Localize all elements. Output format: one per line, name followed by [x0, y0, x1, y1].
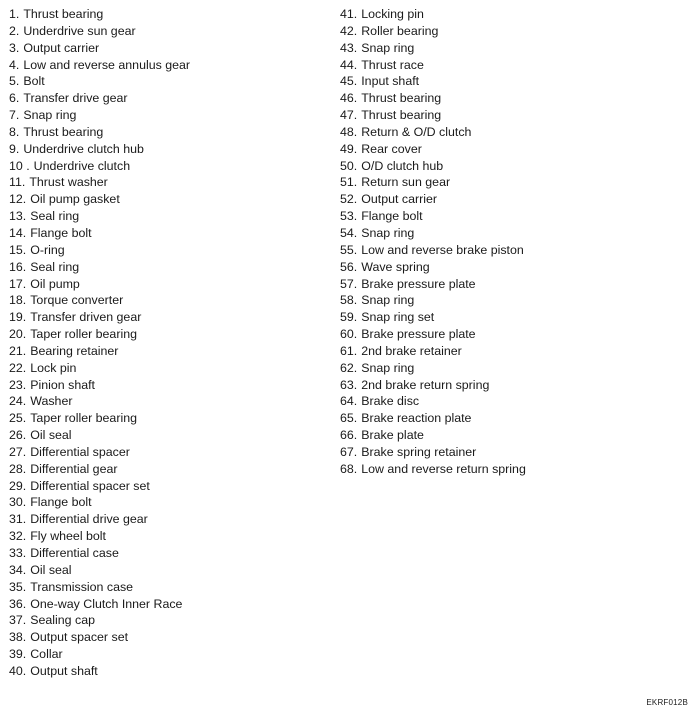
part-name: Transfer drive gear: [23, 91, 128, 106]
part-name: O/D clutch hub: [361, 158, 444, 173]
part-list-item: [9, 292, 190, 309]
part-number: 30.: [9, 495, 27, 510]
part-number: 24.: [9, 394, 27, 409]
part-name: 2nd brake retainer: [361, 343, 462, 358]
part-number: 41.: [340, 7, 358, 21]
part-list-item: [340, 158, 526, 175]
part-number: 3.: [9, 40, 20, 55]
part-list-item: [340, 360, 526, 377]
part-name: Differential gear: [30, 461, 118, 476]
part-list-item: [9, 444, 190, 461]
part-name: Snap ring: [361, 40, 415, 55]
part-name: Differential drive gear: [30, 512, 148, 527]
part-list-item: [340, 124, 526, 141]
part-name: Snap ring: [361, 225, 415, 240]
part-name: Rear cover: [361, 141, 422, 156]
part-number: 4.: [9, 57, 20, 72]
part-list-item: [340, 276, 526, 293]
part-list-item: [9, 276, 190, 293]
part-name: Flange bolt: [30, 225, 92, 240]
part-list-item: [340, 292, 526, 309]
part-name: Washer: [30, 394, 73, 409]
part-list-item: [340, 6, 526, 23]
part-list-item: [9, 478, 190, 495]
part-name: Oil seal: [30, 428, 72, 443]
part-number: 60.: [340, 327, 358, 342]
part-name: Transfer driven gear: [30, 310, 142, 325]
part-name: Taper roller bearing: [30, 411, 137, 426]
part-list-item: [9, 629, 190, 646]
part-list-item: [340, 242, 526, 259]
part-list-item: [9, 309, 190, 326]
part-number: 11.: [9, 175, 26, 190]
parts-list-right-column: [340, 6, 526, 478]
part-list-item: [9, 326, 190, 343]
part-number: 28.: [9, 461, 27, 476]
part-name: Differential spacer: [30, 444, 130, 459]
part-list-item: [340, 259, 526, 276]
part-name: One-way Clutch Inner Race: [30, 596, 183, 611]
part-number: 13.: [9, 209, 27, 224]
part-number: 68.: [340, 461, 358, 476]
part-list-item: [9, 225, 190, 242]
part-list-item: [9, 562, 190, 579]
part-list-item: [9, 579, 190, 596]
part-number: 33.: [9, 546, 27, 560]
part-list-item: [9, 545, 190, 562]
part-name: Thrust bearing: [23, 124, 104, 139]
part-number: 48.: [340, 124, 358, 139]
part-number: 29.: [9, 478, 27, 493]
part-list-item: [340, 191, 526, 208]
part-name: Output shaft: [30, 663, 98, 678]
part-list-item: [340, 23, 526, 40]
part-number: 38.: [9, 630, 27, 645]
part-name: Bearing retainer: [30, 343, 119, 358]
part-name: Output carrier: [23, 40, 100, 55]
part-name: Snap ring: [23, 108, 77, 123]
part-list-item: [9, 612, 190, 629]
part-number: 59.: [340, 310, 358, 325]
part-number: 27.: [9, 444, 27, 459]
part-number: 44.: [340, 57, 358, 72]
part-number: 51.: [340, 175, 358, 190]
part-name: Low and reverse return spring: [361, 461, 526, 476]
part-name: O-ring: [30, 242, 65, 257]
part-list-item: [9, 124, 190, 141]
part-number: 14.: [9, 225, 27, 240]
part-list-item: [340, 208, 526, 225]
part-list-item: [9, 343, 190, 360]
parts-list-left-column: [9, 6, 190, 680]
part-list-item: [9, 208, 190, 225]
part-number: 31.: [9, 512, 27, 527]
part-name: Input shaft: [361, 74, 420, 89]
part-name: Snap ring set: [361, 310, 435, 325]
part-list-item: [9, 73, 190, 90]
part-name: Thrust bearing: [361, 91, 442, 106]
part-number: 32.: [9, 529, 27, 544]
part-number: 6.: [9, 91, 20, 106]
part-number: 9.: [9, 141, 20, 156]
part-name: Thrust bearing: [23, 7, 104, 21]
part-number: 47.: [340, 108, 358, 123]
part-name: Differential spacer set: [30, 478, 150, 493]
part-name: Brake spring retainer: [361, 444, 477, 459]
part-name: Snap ring: [361, 293, 415, 308]
part-list-item: [9, 528, 190, 545]
part-list-item: [9, 242, 190, 259]
part-name: Brake pressure plate: [361, 327, 476, 342]
part-list-item: [9, 141, 190, 158]
part-number: 53.: [340, 209, 358, 224]
part-name: Snap ring: [361, 360, 415, 375]
part-number: 18.: [9, 293, 27, 308]
part-list-item: [9, 410, 190, 427]
part-list-item: [9, 23, 190, 40]
part-list-item: [340, 444, 526, 461]
part-number: 36.: [9, 596, 27, 611]
part-name: Brake pressure plate: [361, 276, 476, 291]
part-number: 34.: [9, 562, 27, 577]
part-number: 21.: [9, 343, 27, 358]
part-list-item: [9, 646, 190, 663]
part-name: Brake disc: [361, 394, 420, 409]
part-number: 40.: [9, 663, 27, 678]
part-number: 56.: [340, 259, 358, 274]
part-list-item: [9, 427, 190, 444]
part-name: Torque converter: [30, 293, 124, 308]
part-list-item: [9, 596, 190, 613]
part-name: Transmission case: [30, 579, 134, 594]
part-name: Taper roller bearing: [30, 327, 137, 342]
part-list-item: [9, 494, 190, 511]
part-number: 22.: [9, 360, 27, 375]
part-number: 19.: [9, 310, 27, 325]
part-list-item: [9, 6, 190, 23]
part-number: 43.: [340, 40, 358, 55]
part-name: Differential case: [30, 546, 119, 560]
part-number: 61.: [340, 343, 358, 358]
part-name: Seal ring: [30, 209, 80, 224]
part-list-item: [9, 259, 190, 276]
part-name: Output carrier: [361, 192, 437, 207]
part-list-item: [9, 90, 190, 107]
part-name: Low and reverse annulus gear: [23, 57, 191, 72]
figure-code: EKRF012B: [646, 698, 688, 707]
part-number: 58.: [340, 293, 358, 308]
part-number: 67.: [340, 444, 358, 459]
part-name: Thrust bearing: [361, 108, 442, 123]
part-name: Collar: [30, 647, 63, 662]
part-list-item: [9, 461, 190, 478]
part-number: 45.: [340, 74, 358, 89]
part-number: 7.: [9, 108, 20, 123]
part-number: 39.: [9, 647, 27, 662]
part-name: Wave spring: [361, 259, 430, 274]
part-number: 42.: [340, 23, 358, 38]
part-number: 57.: [340, 276, 358, 291]
part-list-item: [9, 393, 190, 410]
part-list-item: [340, 73, 526, 90]
part-number: 54.: [340, 225, 358, 240]
part-list-item: [340, 309, 526, 326]
part-list-item: [9, 40, 190, 57]
part-name: 2nd brake return spring: [361, 377, 490, 392]
part-name: Output spacer set: [30, 630, 129, 645]
part-number: 2.: [9, 23, 20, 38]
part-list-item: [9, 174, 190, 191]
part-name: Brake plate: [361, 428, 424, 443]
part-name: Lock pin: [30, 360, 77, 375]
part-number: 46.: [340, 91, 358, 106]
part-list-item: [340, 141, 526, 158]
part-number: 52.: [340, 192, 358, 207]
part-name: Fly wheel bolt: [30, 529, 106, 544]
part-name: Flange bolt: [30, 495, 92, 510]
part-name: Oil seal: [30, 562, 72, 577]
part-list-item: [340, 427, 526, 444]
part-list-item: [340, 326, 526, 343]
part-list-item: [340, 90, 526, 107]
part-number: 10 .: [9, 158, 30, 173]
part-name: Underdrive clutch hub: [23, 141, 144, 156]
part-number: 26.: [9, 428, 27, 443]
part-name: Pinion shaft: [30, 377, 95, 392]
part-list-item: [340, 393, 526, 410]
part-number: 15.: [9, 242, 27, 257]
part-list-item: [340, 410, 526, 427]
part-list-item: [340, 225, 526, 242]
part-name: Underdrive clutch: [33, 158, 131, 173]
part-name: Thrust race: [361, 57, 424, 72]
part-number: 23.: [9, 377, 27, 392]
part-name: Roller bearing: [361, 23, 439, 38]
part-name: Brake reaction plate: [361, 411, 472, 426]
part-name: Seal ring: [30, 259, 80, 274]
part-number: 25.: [9, 411, 27, 426]
part-list-item: [340, 107, 526, 124]
part-list-item: [340, 343, 526, 360]
part-list-item: [9, 107, 190, 124]
part-number: 35.: [9, 579, 27, 594]
part-name: Oil pump gasket: [30, 192, 120, 207]
part-list-item: [340, 40, 526, 57]
part-number: 16.: [9, 259, 27, 274]
part-name: Locking pin: [361, 7, 424, 21]
part-list-item: [340, 377, 526, 394]
part-name: Low and reverse brake piston: [361, 242, 524, 257]
part-number: 49.: [340, 141, 358, 156]
part-number: 37.: [9, 613, 27, 628]
part-number: 64.: [340, 394, 358, 409]
part-list-item: [9, 360, 190, 377]
part-list-item: [340, 461, 526, 478]
part-list-item: [9, 57, 190, 74]
part-number: 62.: [340, 360, 358, 375]
part-list-item: [340, 174, 526, 191]
part-list-item: [9, 158, 190, 175]
part-name: Flange bolt: [361, 209, 423, 224]
part-list-item: [340, 57, 526, 74]
part-number: 8.: [9, 124, 20, 139]
part-number: 12.: [9, 192, 27, 207]
part-list-item: [9, 191, 190, 208]
part-number: 66.: [340, 428, 358, 443]
part-list-item: [9, 377, 190, 394]
part-name: Underdrive sun gear: [23, 23, 136, 38]
part-name: Return sun gear: [361, 175, 451, 190]
part-number: 20.: [9, 327, 27, 342]
part-number: 65.: [340, 411, 358, 426]
part-number: 5.: [9, 74, 20, 89]
part-name: Thrust washer: [29, 175, 108, 190]
part-name: Oil pump: [30, 276, 80, 291]
part-number: 63.: [340, 377, 358, 392]
part-list-item: [9, 511, 190, 528]
part-number: 17.: [9, 276, 27, 291]
part-list-item: [9, 663, 190, 680]
part-name: Return & O/D clutch: [361, 124, 472, 139]
part-number: 55.: [340, 242, 358, 257]
part-name: Sealing cap: [30, 613, 95, 628]
part-name: Bolt: [23, 74, 45, 89]
part-number: 1.: [9, 7, 20, 21]
part-number: 50.: [340, 158, 358, 173]
